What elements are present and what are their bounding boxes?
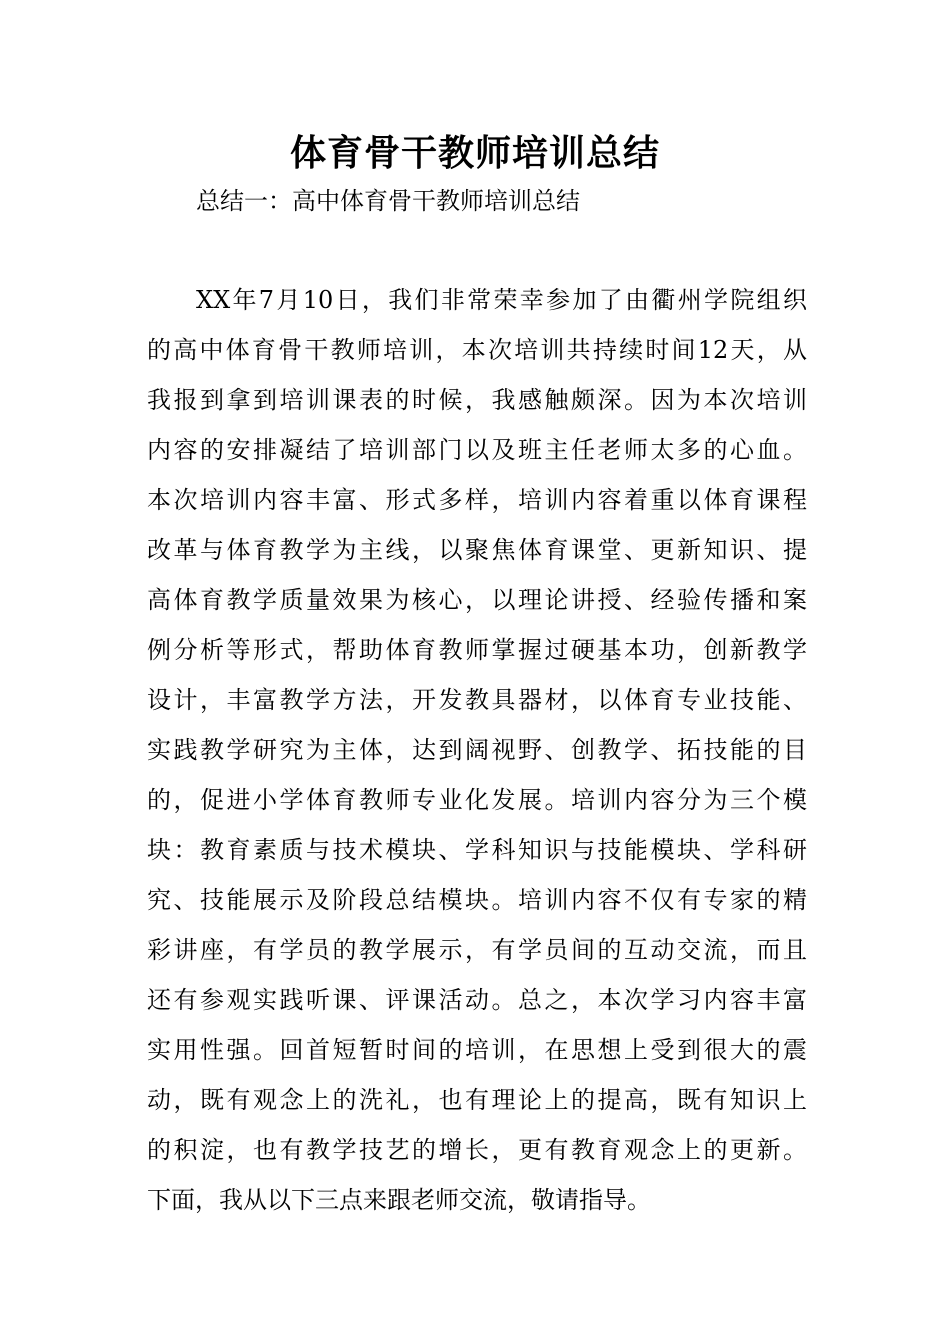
paragraph-line: 实用性强。回首短暂时间的培训，在思想上受到很大的震 [147, 1036, 807, 1064]
paragraph-line: 下面，我从以下三点来跟老师交流，敬请指导。 [147, 1186, 651, 1214]
paragraph-line: 还有参观实践听课、评课活动。总之，本次学习内容丰富 [147, 986, 807, 1014]
paragraph-line: 实践教学研究为主体，达到阔视野、创教学、拓技能的目 [147, 736, 807, 764]
paragraph-line: 的积淀，也有教学技艺的增长，更有教育观念上的更新。 [147, 1136, 807, 1164]
body-paragraph [147, 282, 807, 1232]
paragraph-line: 改革与体育教学为主线，以聚焦体育课堂、更新知识、提 [147, 536, 807, 564]
document-title: 体育骨干教师培训总结 [289, 132, 660, 174]
paragraph-line: 的，促进小学体育教师专业化发展。培训内容分为三个模 [147, 786, 807, 814]
paragraph-line: 例分析等形式，帮助体育教师掌握过硬基本功，创新教学 [147, 636, 807, 664]
paragraph-line: XX年7月10日，我们非常荣幸参加了由衢州学院组织 [196, 286, 807, 314]
paragraph-line: 动，既有观念上的洗礼，也有理论上的提高，既有知识上 [147, 1086, 807, 1114]
paragraph-line: 设计，丰富教学方法，开发教具器材，以体育专业技能、 [147, 686, 807, 714]
paragraph-line: 块：教育素质与技术模块、学科知识与技能模块、学科研 [147, 836, 807, 864]
document-subtitle: 总结一：高中体育骨干教师培训总结 [196, 187, 580, 215]
paragraph-line: 内容的安排凝结了培训部门以及班主任老师太多的心血。 [147, 436, 807, 464]
paragraph-line: 究、技能展示及阶段总结模块。培训内容不仅有专家的精 [147, 886, 807, 914]
paragraph-line: 本次培训内容丰富、形式多样，培训内容着重以体育课程 [147, 486, 807, 514]
paragraph-line: 高体育教学质量效果为核心，以理论讲授、经验传播和案 [147, 586, 807, 614]
paragraph-line: 彩讲座，有学员的教学展示，有学员间的互动交流，而且 [147, 936, 807, 964]
paragraph-line: 的高中体育骨干教师培训，本次培训共持续时间12天，从 [147, 336, 807, 364]
paragraph-line: 我报到拿到培训课表的时候，我感触颇深。因为本次培训 [147, 386, 807, 414]
